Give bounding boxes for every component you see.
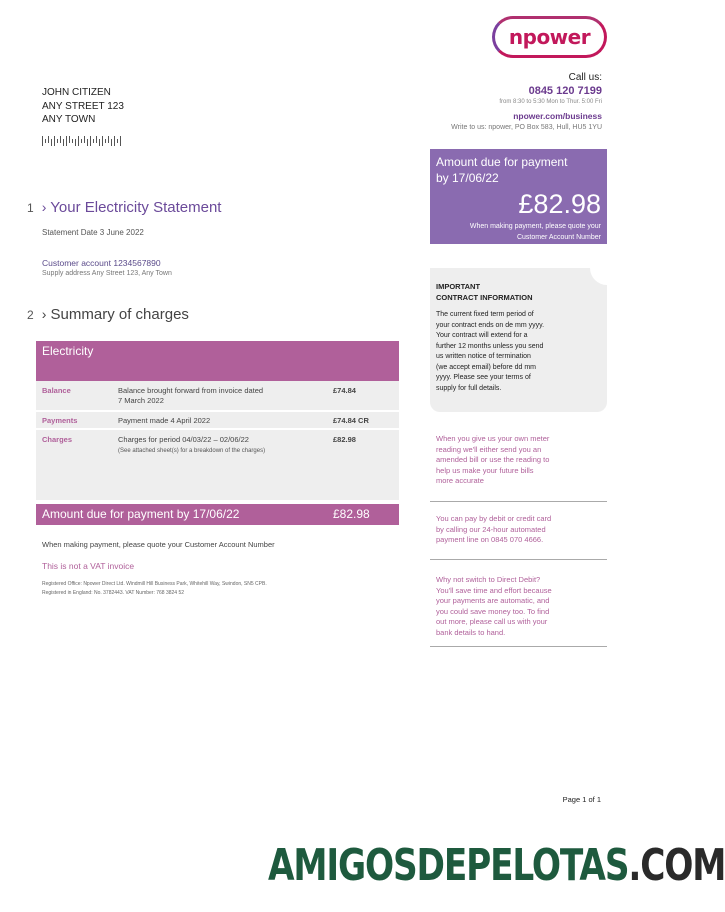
row-amount: £74.84 CR xyxy=(333,416,369,425)
call-us-label: Call us: xyxy=(568,72,602,83)
note-line: reading we'll either send you an xyxy=(436,444,542,454)
phone-number: 0845 120 7199 xyxy=(528,85,602,97)
note-line: help us make your future bills xyxy=(436,465,534,475)
contract-line: your contract ends on de mm yyyy. xyxy=(436,321,545,329)
supply-address: Supply address Any Street 123, Any Town xyxy=(42,270,172,277)
amount-due-label-line-2: by 17/06/22 xyxy=(436,171,499,185)
registered-office-line-1: Registered Office: Npower Direct Ltd. Windmill Hill Business Park, Whitehill Way, Swindon, SN5 CPB. xyxy=(42,581,267,587)
vat-notice: This is not a VAT invoice xyxy=(42,561,135,571)
note-line: you could save money too. To find xyxy=(436,606,550,616)
row-amount: £82.98 xyxy=(333,435,356,444)
contract-line: us written notice of termination xyxy=(436,353,531,360)
note-line: When you give us your own meter xyxy=(436,434,550,443)
section-title xyxy=(42,199,222,216)
contract-line: yyyy. Please see your terms of xyxy=(436,374,531,381)
row-description xyxy=(118,435,328,456)
side-divider xyxy=(430,559,607,560)
amount-due-note-line-2: Customer Account Number xyxy=(516,234,601,241)
side-divider xyxy=(430,501,607,502)
row-description: Payment made 4 April 2022 xyxy=(118,416,211,425)
contract-line: (we accept email) before dd mm xyxy=(436,363,536,371)
customer-account: Customer account 1234567890 xyxy=(42,258,161,268)
meter-reading-note xyxy=(436,434,601,487)
note-line: out more, please call us with your xyxy=(436,617,548,626)
payment-quote-note: When making payment, please quote your Customer Account Number xyxy=(42,540,275,549)
watermark xyxy=(268,840,725,891)
contract-title xyxy=(436,281,566,303)
contract-title-line-2: CONTRACT INFORMATION xyxy=(436,293,533,302)
direct-debit-note xyxy=(436,575,601,638)
customer-address xyxy=(42,86,124,127)
note-line: bank details to hand. xyxy=(436,627,506,637)
row-label: Charges xyxy=(42,435,73,444)
amount-due-note xyxy=(431,221,601,243)
note-line: You can pay by debit or credit card xyxy=(436,514,552,523)
row-divider xyxy=(36,428,399,430)
statement-date: Statement Date 3 June 2022 xyxy=(42,228,144,237)
chevron-right-icon: › xyxy=(41,199,47,215)
row-divider xyxy=(36,410,399,412)
amount-due-label xyxy=(436,154,601,186)
contact-block xyxy=(382,72,602,131)
contract-line: further 12 months unless you send xyxy=(436,342,544,350)
section-title-text: Your Electricity Statement xyxy=(50,199,222,216)
contract-line: supply for full details. xyxy=(436,384,502,392)
registered-office xyxy=(42,580,267,598)
contract-text xyxy=(436,310,566,394)
address-line-2: ANY STREET 123 xyxy=(42,100,124,112)
row-description xyxy=(118,386,318,406)
opening-hours: from 8:30 to 5:30 Mon to Thur. 5:00 Fri xyxy=(499,99,602,105)
amount-due-bar xyxy=(36,504,399,525)
section-summary-of-charges xyxy=(27,306,189,323)
address-line-3: ANY TOWN xyxy=(42,114,96,125)
contract-line: The current fixed term period of xyxy=(436,311,534,318)
row-description-line-1: Charges for period 04/03/22 – 02/06/22 xyxy=(118,435,249,444)
row-amount: £74.84 xyxy=(333,386,356,395)
row-label: Balance xyxy=(42,386,71,395)
row-description-line-2: 7 March 2022 xyxy=(118,396,164,405)
important-contract-box xyxy=(430,268,607,412)
website-link[interactable]: npower.com/business xyxy=(513,111,602,121)
amount-due-label-line-1: Amount due for payment xyxy=(436,155,568,169)
amount-due-bar-label: Amount due for payment by 17/06/22 xyxy=(42,507,240,521)
registered-office-line-2: Registered in England: No. 3782443. VAT Number: 768 3824 52 xyxy=(42,590,185,596)
note-line: more accurate xyxy=(436,476,484,485)
logo-text: npower xyxy=(508,25,591,49)
note-line: payment line on 0845 070 4666. xyxy=(436,535,544,544)
row-description-line-1: Balance brought forward from invoice dated xyxy=(118,386,264,395)
section-electricity-statement xyxy=(27,199,221,216)
section-title-text: Summary of charges xyxy=(50,306,189,323)
chevron-right-icon: › xyxy=(41,306,47,322)
note-line: your payments are automatic, and xyxy=(436,596,550,605)
postal-barcode xyxy=(42,136,124,146)
postal-address: Write to us: npower, PO Box 583, Hull, HU5 1YU xyxy=(451,124,602,131)
table-header-electricity: Electricity xyxy=(36,341,399,381)
row-description-line-2: (See attached sheet(s) for a breakdown of the charges) xyxy=(118,448,266,454)
contract-title-line-1: IMPORTANT xyxy=(436,282,481,291)
watermark-suffix: .COM xyxy=(628,840,725,891)
page-number: Page 1 of 1 xyxy=(562,795,601,804)
contract-line: Your contract will extend for a xyxy=(436,332,528,339)
section-number: 2 xyxy=(27,308,34,322)
card-payment-note xyxy=(436,514,601,546)
side-divider xyxy=(430,646,607,647)
section-number: 1 xyxy=(27,201,34,215)
amount-due-panel xyxy=(430,149,607,244)
section-title xyxy=(42,306,189,323)
note-line: Why not switch to Direct Debit? xyxy=(436,575,541,584)
note-line: by calling our 24-hour automated xyxy=(436,524,546,534)
note-line: You'll save time and effort because xyxy=(436,585,552,595)
note-line: amended bill or use the reading to xyxy=(436,455,550,464)
row-label: Payments xyxy=(42,416,78,425)
amount-due-note-line-1: When making payment, please quote your xyxy=(469,223,601,230)
amount-due-bar-value: £82.98 xyxy=(333,507,370,521)
watermark-main: AMIGOSDEPELOTAS xyxy=(268,840,629,891)
address-line-1: JOHN CITIZEN xyxy=(42,87,111,98)
amount-due-value: £82.98 xyxy=(518,189,601,219)
npower-logo xyxy=(492,16,607,58)
